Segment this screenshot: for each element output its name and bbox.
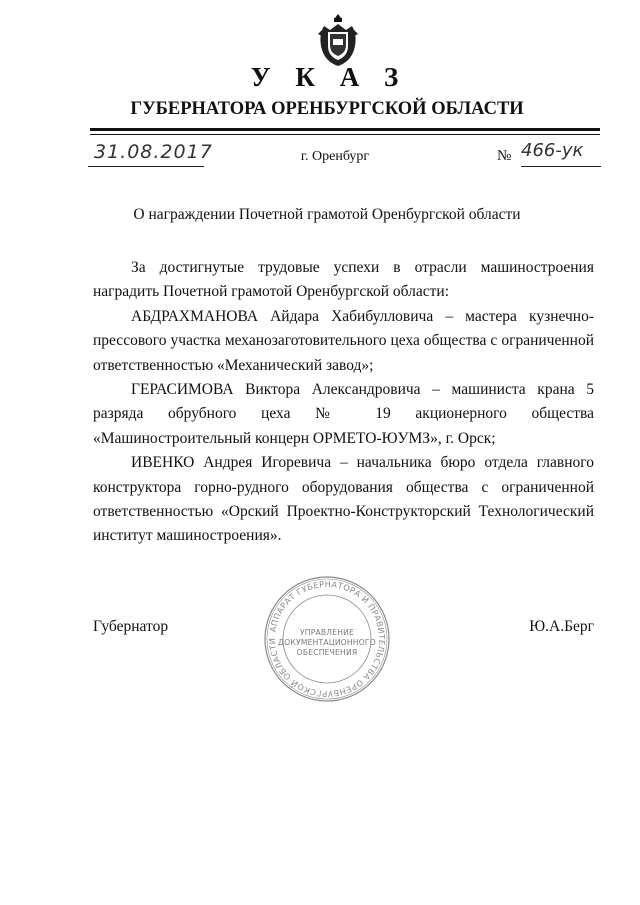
signatory-role: Губернатор — [93, 618, 169, 635]
seal-ring-text: АППАРАТ ГУБЕРНАТОРА И ПРАВИТЕЛЬСТВА ОРЕНБУРГСКОЙ ОБЛАСТИ — [266, 578, 388, 700]
awardee-item: АБДРАХМАНОВА Айдара Хабибулловича – мастера кузнечно-прессового участка механозаготовительного цеха общества с ограниченной ответственностью «Механический завод»; — [93, 307, 594, 374]
document-title: У К А З — [250, 62, 408, 92]
awardee-item: ИВЕНКО Андрея Игоревича – начальника бюро отдела главного конструктора горно-рудного оборудования общества с ограниченной ответственностью «Орский Проектно-Конструкторский Технологический институт машиностроения». — [93, 454, 594, 545]
header-divider-thick — [90, 128, 600, 131]
handwritten-date: 31.08.2017 — [94, 141, 213, 163]
header-divider-thin — [90, 134, 600, 135]
handwritten-number: 466-ук — [521, 140, 584, 161]
seal-center-line: УПРАВЛЕНИЕ — [299, 628, 355, 637]
seal-center-text — [262, 628, 392, 658]
signatory-name: Ю.А.Берг — [529, 618, 594, 635]
document-subtitle: ГУБЕРНАТОРА ОРЕНБУРГСКОЙ ОБЛАСТИ — [130, 99, 524, 119]
date-underline — [88, 166, 204, 167]
city: г. Оренбург — [300, 149, 370, 164]
number-label: № — [497, 148, 512, 164]
seal-center-line: ДОКУМЕНТАЦИОННОГО — [278, 638, 376, 647]
body-intro: За достигнутые трудовые успехи в отрасли машиностроения наградить Почетной грамотой Оренбургской области: — [93, 259, 594, 301]
seal-center-line: ОБЕСПЕЧЕНИЯ — [296, 648, 358, 657]
number-underline — [521, 166, 601, 167]
awardee-item: ГЕРАСИМОВА Виктора Александровича – машиниста крана 5 разряда обрубного цеха № 19 акционерного общества «Машиностроительный концерн ОРМЕТО-ЮУМЗ», г. Орск; — [93, 381, 594, 447]
document-body — [93, 256, 594, 549]
coat-of-arms-icon — [316, 12, 360, 68]
document-subject: О награждении Почетной грамотой Оренбургской области — [133, 206, 521, 223]
